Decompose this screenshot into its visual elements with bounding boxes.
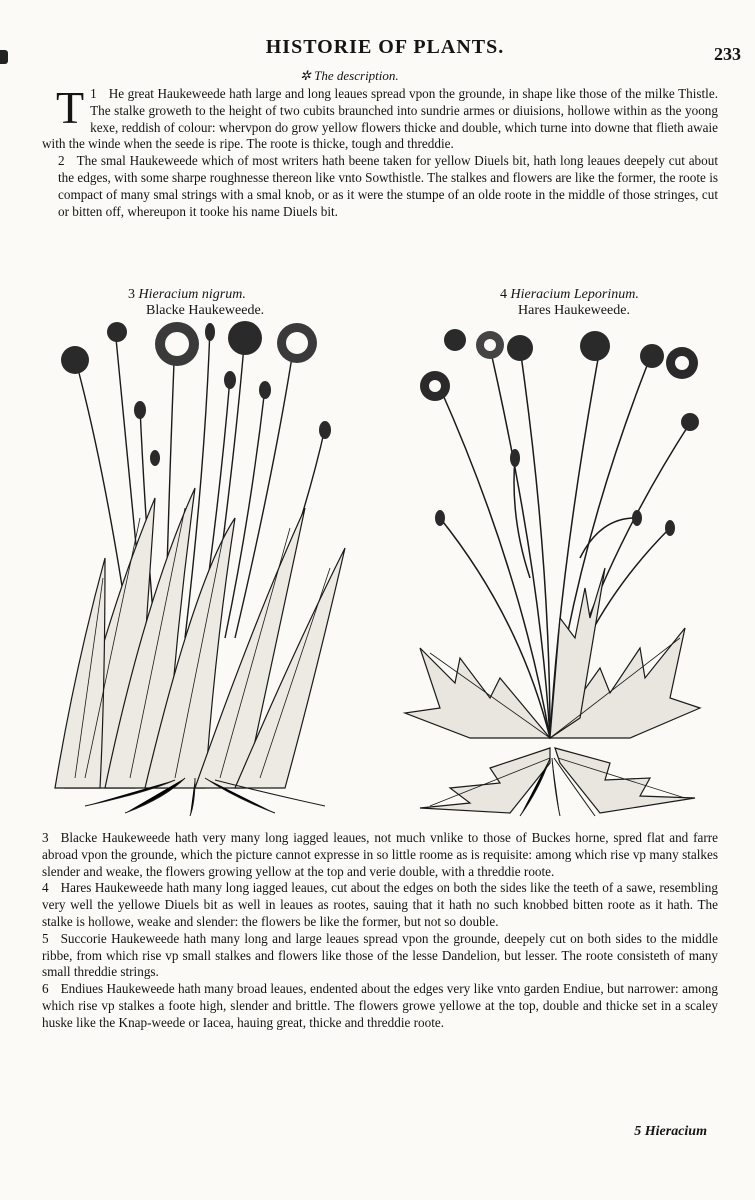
paragraph-number: 3 — [42, 830, 49, 845]
paragraph-text: Blacke Haukeweede hath very many long iagged leaues, not much vnlike to those of Buckes horne, spred flat and farre abroad vpon the grounde, which the picture cannot expresse in so little roome as is requisite: among which rise vp many stalkes slender and weake, the flowers growing yellow at the top and verie double, with a threddie roote. — [42, 830, 718, 879]
figure-latin-name: Hieracium nigrum. — [138, 287, 246, 302]
asterisk-icon: ✲ — [300, 68, 315, 83]
figure-english-name: Hares Haukeweede. — [518, 303, 630, 318]
paragraph-number: 5 — [42, 930, 49, 946]
figure-number: 3 — [128, 287, 135, 302]
page-edge-mark — [0, 50, 8, 64]
top-text-block — [42, 82, 718, 220]
blacke-haukeweede-woodcut — [45, 318, 355, 818]
page-number: 233 — [714, 44, 741, 64]
paragraph-text: He great Haukeweede hath large and long leaues spread vpon the grounde, in shape like those of the milke Thistle. The stalke groweth to the height of two cubits braunched into sundrie armes or diuisions, hollowe within as the yoong kexe, reddish of colour: whervpon do grow yellow flowers thicke and double, which turne into downe that flieth awaie with the winde when the seede is ripe. The roote is thicke, tough and threddie. — [42, 86, 718, 152]
figure-caption-right — [500, 287, 639, 319]
drop-cap: T — [56, 82, 85, 133]
figure-caption-left — [128, 287, 264, 319]
paragraph-number: 6 — [42, 981, 49, 997]
paragraph-number: 2 — [58, 153, 65, 169]
figure-number: 4 — [500, 287, 507, 302]
paragraph-text: Hares Haukeweede hath many long iagged leaues, cut about the edges on both the sides like the teeth of a sawe, resembling very well the yellowe Diuels bit as well in leaues as rootes, sauing that it hath no such knobbed bitten roote as it hath. The stalke is hollowe, weake and slender: the flowers be like the former, but not so double. — [42, 880, 718, 929]
figure-latin-name: Hieracium Leporinum. — [510, 287, 639, 302]
running-title: HISTORIE OF PLANTS. — [265, 36, 505, 58]
section-heading — [300, 68, 480, 84]
catchword: 5 Hieracium — [634, 1124, 707, 1139]
paragraph-6 — [42, 981, 718, 1031]
paragraph-text: The smal Haukeweede which of most writers hath beene taken for yellow Diuels bit, hath long leaues deepely cut about the edges, with some sharpe roughnesse thereon like vnto Sowthistle. The stalkes and flowers are like the former, the roote is compact of many smal strings with a smal knob, or as it were the stumpe of an olde roote in the middle of those stringes, cut or bitten off, whereupon it tooke his name Diuels bit. — [58, 153, 718, 219]
paragraph-number: 4 — [42, 880, 49, 896]
hares-haukeweede-woodcut — [400, 318, 710, 818]
paragraph-text: Endiues Haukeweede hath many broad leaues, endented about the edges very like vnto garden Endiue, but narrower: among which rise vp stalkes a foote high, slender and brittle. The flowers growe yellowe at the top, double and thicke set in a scaley huske like the Knap-weede or Iacea, hauing great, thicke and threddie roote. — [42, 981, 718, 1030]
paragraph-3 — [42, 830, 718, 880]
section-heading-text: The description. — [314, 68, 399, 83]
bottom-text-block — [42, 830, 718, 1032]
paragraph-number: 1 — [90, 86, 97, 101]
paragraph-text: Succorie Haukeweede hath many long and large leaues spread vpon the grounde, deepely cut on both sides to the middle ribbe, from which rise vp small stalkes and flowers like those of the lesse Dandelion, but lesser. The roote consisteth of many small threddie strings. — [42, 930, 718, 980]
paragraph-4 — [42, 880, 718, 930]
paragraph-1 — [42, 82, 718, 153]
paragraph-2 — [58, 153, 718, 220]
paragraph-5 — [42, 931, 718, 981]
figure-english-name: Blacke Haukeweede. — [146, 303, 265, 318]
